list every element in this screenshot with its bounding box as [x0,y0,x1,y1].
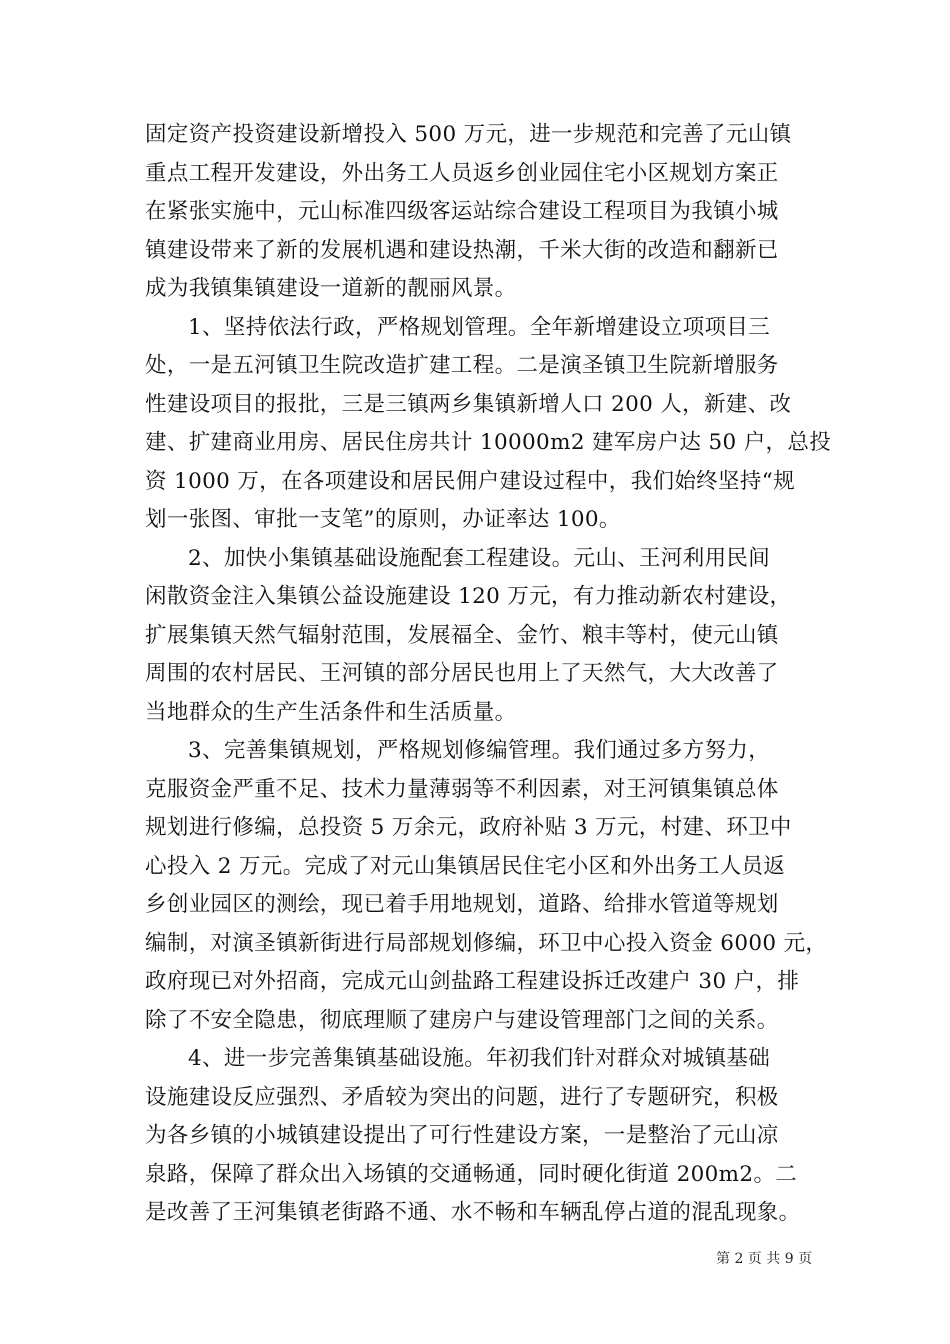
text-line: 重点工程开发建设，外出务工人员返乡创业园住宅小区规划方案正 [145,160,779,186]
text-line: 当地群众的生产生活条件和生活质量。 [145,699,517,725]
text-line: 心投入 2 万元。完成了对元山集镇居民住宅小区和外出务工人员返 [145,853,786,879]
text-line: 资 1000 万，在各项建设和居民佣户建设过程中，我们始终坚持“规 [145,468,795,494]
document-body [145,116,832,1233]
text-line: 泉路，保障了群众出入场镇的交通畅通，同时硬化街道 200m2。二 [145,1161,798,1187]
text-line: 性建设项目的报批，三是三镇两乡集镇新增人口 200 人，新建、改 [145,391,792,417]
section-4-heading-line: 4、进一步完善集镇基础设施。年初我们针对群众对城镇基础 [188,1046,771,1071]
text-line: 设施建设反应强烈、矛盾较为突出的问题，进行了专题研究，积极 [145,1084,779,1110]
text-line: 除了不安全隐患，彻底理顺了建房户与建设管理部门之间的关系。 [145,1007,779,1033]
text-line: 为各乡镇的小城镇建设提出了可行性建设方案，一是整治了元山凉 [145,1123,779,1148]
text-line: 镇建设带来了新的发展机遇和建设热潮，千米大街的改造和翻新已 [145,237,779,263]
text-line: 编制，对演圣镇新街进行局部规划修编，环卫中心投入资金 6000 元， [145,930,828,956]
text-line: 乡创业园区的测绘，现已着手用地规划，道路、给排水管道等规划 [145,892,779,917]
text-line: 政府现已对外招商，完成元山剑盐路工程建设拆迁改建户 30 户，排 [145,969,800,994]
text-line: 是改善了王河集镇老街路不通、水不畅和车辆乱停占道的混乱现象。 [145,1200,801,1225]
text-line: 在紧张实施中，元山标准四级客运站综合建设工程项目为我镇小城 [145,199,779,224]
section-1-heading-line: 1、坚持依法行政，严格规划管理。全年新增建设立项项目三 [188,314,771,340]
text-line: 周围的农村居民、王河镇的部分居民也用上了天然气，大大改善了 [145,661,779,686]
text-line: 克服资金严重不足、技术力量薄弱等不利因素，对王河镇集镇总体 [145,776,779,802]
text-line: 成为我镇集镇建设一道新的靓丽风景。 [145,276,517,301]
text-line: 建、扩建商业用房、居民住房共计 10000m2 建军房户达 50 户，总投 [145,430,832,455]
text-line: 固定资产投资建设新增投入 500 万元，进一步规范和完善了元山镇 [145,122,792,147]
text-line: 闲散资金注入集镇公益设施建设 120 万元，有力推动新农村建设， [145,584,792,609]
page-number-footer: 第 2 页 共 9 页 [716,1251,813,1267]
section-3-heading-line: 3、完善集镇规划，严格规划修编管理。我们通过多方努力， [188,738,771,763]
text-line: 处，一是五河镇卫生院改造扩建工程。二是演圣镇卫生院新增服务 [145,353,779,378]
text-line: 扩展集镇天然气辐射范围，发展福全、金竹、粮丰等村，使元山镇 [145,622,779,648]
section-2-heading-line: 2、加快小集镇基础设施配套工程建设。元山、王河利用民间 [188,545,771,571]
text-line: 划一张图、审批一支笔”的原则，办证率达 100。 [145,507,621,532]
text-line: 规划进行修编，总投资 5 万余元，政府补贴 3 万元，村建、环卫中 [145,815,792,840]
